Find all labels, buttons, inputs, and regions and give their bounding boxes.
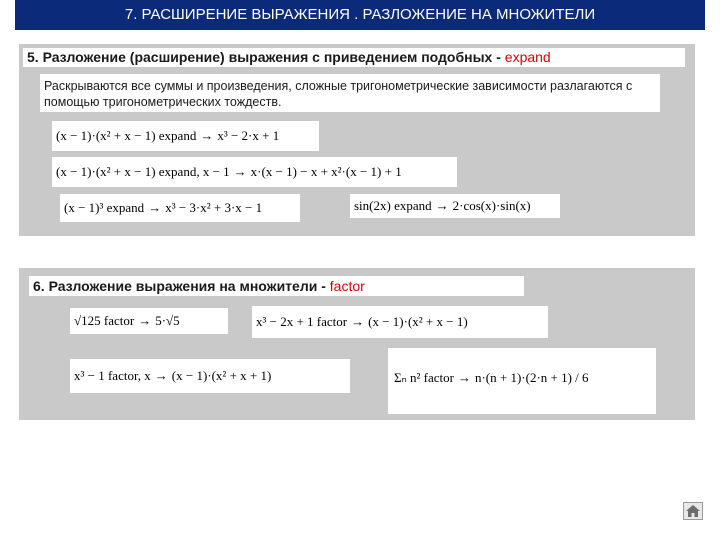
section-factor-panel <box>19 268 695 420</box>
arrow-icon: → <box>351 314 365 329</box>
section-expand-title <box>23 48 685 67</box>
math-region-factor-4[interactable] <box>388 348 656 414</box>
math-region-expand-3[interactable] <box>60 194 300 222</box>
section-title-text: 6. Разложение выражения на множители - <box>33 278 330 294</box>
math-region-factor-1[interactable] <box>70 308 228 334</box>
math-result: x·(x − 1) − x + x²·(x − 1) + 1 <box>250 164 402 179</box>
math-result: 2·cos(x)·sin(x) <box>452 198 531 213</box>
math-input: (x − 1)·(x² + x − 1) expand <box>56 128 197 143</box>
math-input: sin(2x) expand <box>354 198 432 213</box>
math-input: x³ − 1 factor, x <box>74 368 151 383</box>
math-result: x³ − 3·x² + 3·x − 1 <box>165 200 263 215</box>
math-region-expand-2[interactable] <box>52 157 457 187</box>
math-region-expand-1[interactable] <box>52 121 319 151</box>
math-input: x³ − 2x + 1 factor <box>256 314 348 329</box>
math-input: Σₙ n² factor <box>394 370 454 385</box>
math-result: (x − 1)·(x² + x + 1) <box>171 368 272 383</box>
arrow-icon: → <box>233 164 247 179</box>
arrow-icon: → <box>138 313 152 328</box>
section-factor-title <box>29 276 524 296</box>
math-region-factor-3[interactable] <box>70 359 350 393</box>
section-expand-panel <box>19 44 695 236</box>
math-result: (x − 1)·(x² + x − 1) <box>368 314 468 329</box>
keyword-expand: expand <box>504 49 551 65</box>
description-text: Раскрываются все суммы и произведения, сложные тригонометрические зависимости разлагаются с помощью тригонометрических тождеств. <box>44 79 633 109</box>
keyword-factor: factor <box>329 278 365 294</box>
section-title-text: 5. Разложение (расширение) выражения с приведением подобных - <box>27 49 505 65</box>
math-input: √125 factor <box>74 313 135 328</box>
arrow-icon: → <box>435 198 449 213</box>
math-input: (x − 1)·(x² + x − 1) expand, x − 1 <box>56 164 230 179</box>
math-region-factor-2[interactable] <box>252 306 548 338</box>
arrow-icon: → <box>457 370 471 385</box>
arrow-icon: → <box>154 368 168 383</box>
math-result: n·(n + 1)·(2·n + 1) / 6 <box>474 370 589 385</box>
section-expand-description <box>40 74 660 112</box>
arrow-icon: → <box>148 200 162 215</box>
math-input: (x − 1)³ expand <box>64 200 145 215</box>
page-title: 7. РАСШИРЕНИЕ ВЫРАЖЕНИЯ . РАЗЛОЖЕНИЕ НА МНОЖИТЕЛИ <box>124 6 596 23</box>
math-result: x³ − 2·x + 1 <box>217 128 280 143</box>
title-bar <box>15 0 705 30</box>
home-icon[interactable] <box>683 502 703 520</box>
arrow-icon: → <box>200 128 214 143</box>
math-result: 5·√5 <box>155 313 180 328</box>
math-region-expand-4[interactable] <box>350 194 560 218</box>
